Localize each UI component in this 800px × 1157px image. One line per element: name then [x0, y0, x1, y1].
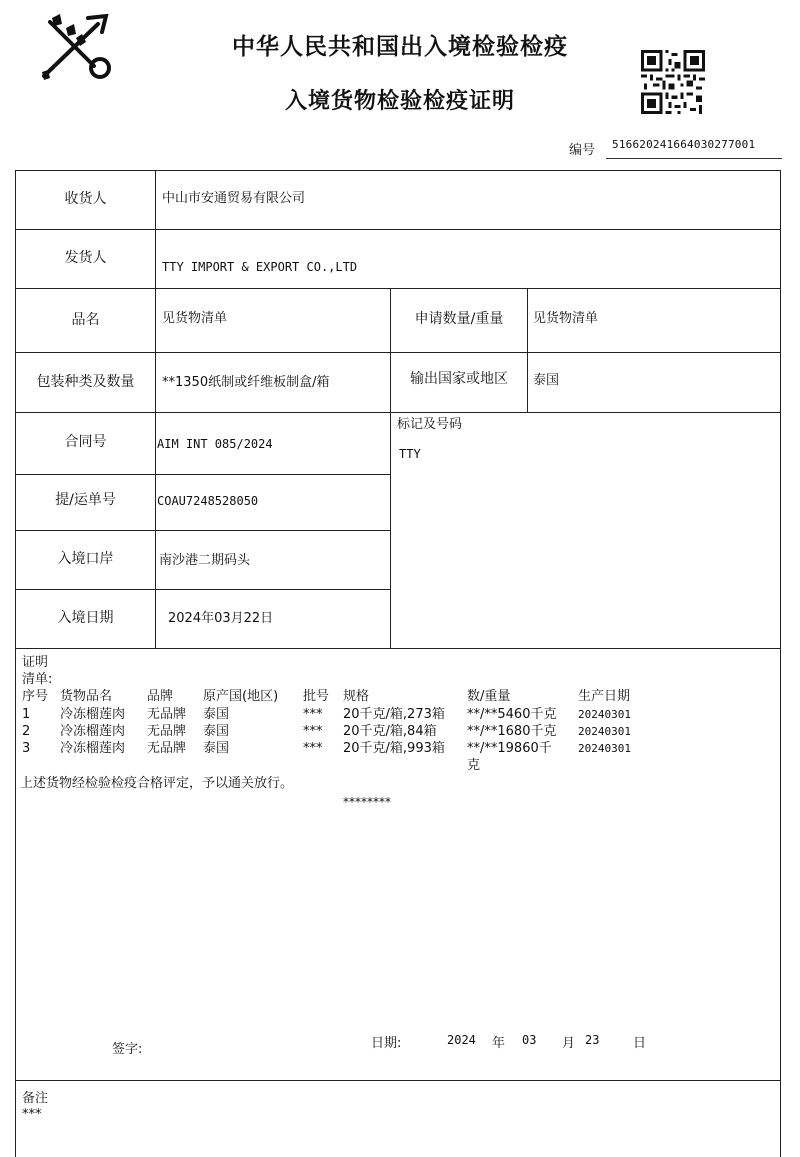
column-header-production-date: 生产日期 — [578, 689, 631, 704]
row-batch: *** — [303, 741, 323, 756]
origin-country-value: 泰国 — [533, 373, 560, 388]
origin-country-label: 输出国家或地区 — [410, 371, 508, 387]
entry-date-label: 入境日期 — [57, 610, 114, 626]
column-header-batch: 批号 — [303, 689, 330, 704]
column-header-brand: 品牌 — [147, 689, 174, 704]
certificate-heading: 证明 — [22, 655, 49, 670]
row-quantity: **/**5460千克 — [467, 707, 557, 722]
document-subtitle: 入境货物检验检疫证明 — [284, 89, 515, 114]
document-title: 中华人民共和国出入境检验检疫 — [232, 34, 568, 60]
contract-no-value: AIM INT 085/2024 — [157, 437, 273, 451]
row-batch: *** — [303, 707, 323, 722]
signature-label: 签字: — [112, 1042, 143, 1057]
remarks-value: *** — [22, 1107, 42, 1122]
row-origin: 泰国 — [203, 724, 230, 739]
row-batch: *** — [303, 724, 323, 739]
row-production-date: 20240301 — [578, 725, 631, 738]
row-index: 2 — [22, 724, 31, 739]
row-quantity-wrap: 克 — [467, 758, 481, 773]
certificate-number-label: 编号 — [569, 143, 596, 158]
row-origin: 泰国 — [203, 741, 230, 756]
column-header-index: 序号 — [22, 689, 49, 704]
qr-code-icon — [641, 50, 705, 114]
goods-name-value: 见货物清单 — [162, 311, 228, 326]
row-index: 3 — [22, 741, 31, 756]
consignor-value: TTY IMPORT & EXPORT CO.,LTD — [162, 260, 358, 274]
certificate-number-underline — [606, 158, 782, 159]
row-brand: 无品牌 — [147, 741, 187, 756]
row-goods: 冷冻榴莲肉 — [60, 707, 126, 722]
row-goods: 冷冻榴莲肉 — [60, 724, 126, 739]
row-spec: 20千克/箱,273箱 — [343, 707, 445, 722]
row-index: 1 — [22, 707, 31, 722]
row-production-date: 20240301 — [578, 708, 631, 721]
sign-date-day-unit: 日 — [633, 1036, 647, 1051]
quantity-weight-value: 见货物清单 — [533, 311, 599, 326]
consignee-label: 收货人 — [64, 191, 107, 207]
row-origin: 泰国 — [203, 707, 230, 722]
row-quantity: **/**19860千 — [467, 741, 552, 756]
masked-stars: ******** — [343, 795, 391, 809]
entry-port-label: 入境口岸 — [57, 551, 114, 567]
bill-of-lading-label: 提/运单号 — [55, 492, 116, 508]
column-header-origin: 原产国(地区) — [203, 689, 279, 704]
column-header-spec: 规格 — [343, 689, 370, 704]
entry-date-value: 2024年03月22日 — [168, 611, 274, 626]
marks-label: 标记及号码 — [397, 417, 463, 432]
sign-date-year: 2024 — [447, 1033, 476, 1047]
column-header-quantity: 数/重量 — [467, 689, 511, 704]
marks-value: TTY — [399, 447, 421, 461]
entry-port-value: 南沙港二期码头 — [159, 553, 251, 568]
goods-list-label: 清单: — [22, 672, 53, 687]
column-header-goods: 货物品名 — [60, 689, 113, 704]
bill-of-lading-value: COAU7248528050 — [157, 494, 259, 508]
sign-date-label: 日期: — [371, 1036, 402, 1051]
sign-date-month: 03 — [522, 1033, 537, 1047]
packing-value: **1350纸制或纤维板制盒/箱 — [162, 375, 330, 390]
row-quantity: **/**1680千克 — [467, 724, 557, 739]
row-spec: 20千克/箱,993箱 — [343, 741, 445, 756]
remarks-label: 备注 — [22, 1091, 49, 1106]
goods-name-label: 品名 — [71, 312, 100, 328]
row-goods: 冷冻榴莲肉 — [60, 741, 126, 756]
row-brand: 无品牌 — [147, 724, 187, 739]
packing-label: 包装种类及数量 — [36, 374, 135, 390]
row-production-date: 20240301 — [578, 742, 631, 755]
sign-date-year-unit: 年 — [492, 1036, 506, 1051]
consignor-label: 发货人 — [64, 250, 107, 266]
row-spec: 20千克/箱,84箱 — [343, 724, 437, 739]
consignee-value: 中山市安通贸易有限公司 — [162, 191, 306, 206]
sign-date-month-unit: 月 — [562, 1036, 576, 1051]
contract-no-label: 合同号 — [64, 434, 107, 450]
quantity-weight-label: 申请数量/重量 — [414, 311, 504, 327]
certificate-number-value: 516620241664030277001 — [612, 138, 756, 151]
row-brand: 无品牌 — [147, 707, 187, 722]
inspection-statement: 上述货物经检验检疫合格评定，予以通关放行。 — [20, 776, 294, 791]
sign-date-day: 23 — [585, 1033, 600, 1047]
